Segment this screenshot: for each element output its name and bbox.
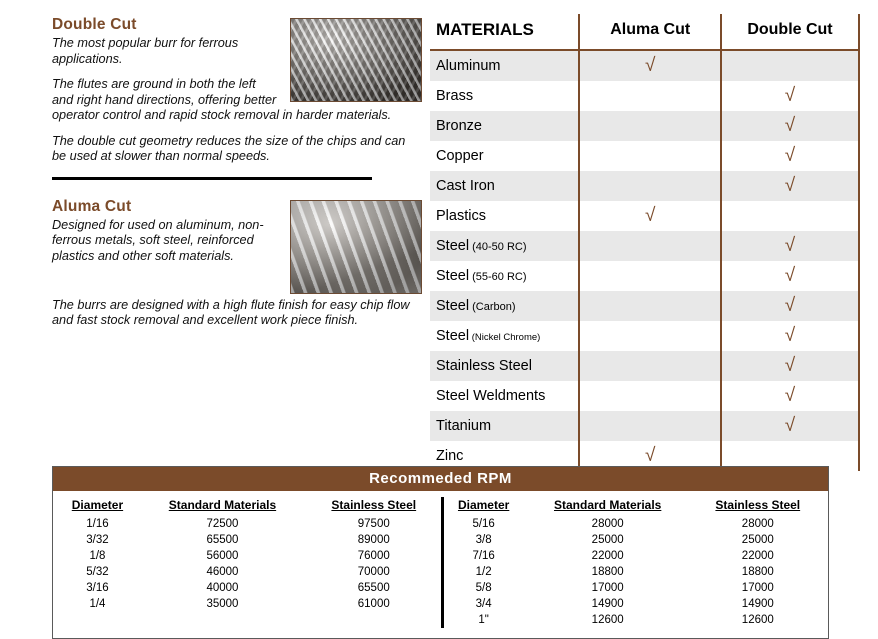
double-cut-check-cell: √ <box>721 141 859 171</box>
rpm-standard-cell: 14900 <box>591 598 624 610</box>
table-row <box>430 411 859 441</box>
rpm-stainless-cell: 25000 <box>741 534 774 546</box>
rpm-stainless-cell: 22000 <box>741 550 774 562</box>
material-name-cell: Steel Weldments <box>436 388 546 404</box>
double-cut-check-cell: √ <box>721 171 859 201</box>
table-row <box>430 201 859 231</box>
rpm-body <box>53 491 828 638</box>
aluma-cut-check-cell: √ <box>579 441 721 471</box>
rpm-standard-cell: 46000 <box>206 566 239 578</box>
rpm-table-left <box>57 497 441 612</box>
rpm-row <box>57 516 441 532</box>
double-cut-paragraph-2: The flutes are ground in both the left and right hand directions, offering better operator control and rapid stock removal in harder materials. <box>52 77 392 122</box>
aluma-cut-check-cell: √ <box>579 201 721 231</box>
table-row <box>430 321 859 351</box>
rpm-col-diameter-right: Diameter <box>457 498 510 512</box>
rpm-standard-cell: 40000 <box>206 582 239 594</box>
rpm-diameter-cell: 1/2 <box>475 566 492 578</box>
material-name-cell: Titanium <box>436 418 492 434</box>
double-cut-section <box>52 16 422 165</box>
rpm-diameter-cell: 5/16 <box>472 518 495 530</box>
material-name-cell: Brass <box>436 88 474 104</box>
double-cut-check-cell <box>721 201 859 231</box>
double-cut-check-cell: √ <box>721 81 859 111</box>
rpm-row <box>57 548 441 564</box>
material-name-cell: Zinc <box>436 448 464 464</box>
aluma-cut-burr-photo <box>290 200 422 294</box>
rpm-standard-cell: 22000 <box>591 550 624 562</box>
section-divider <box>52 177 372 180</box>
rpm-standard-cell: 25000 <box>591 534 624 546</box>
table-row <box>430 111 859 141</box>
material-name-cell: Aluminum <box>436 58 501 74</box>
rpm-title: Recommeded RPM <box>53 467 828 491</box>
rpm-diameter-cell: 3/4 <box>475 598 492 610</box>
rpm-header-row-right <box>444 497 825 516</box>
rpm-left-half <box>57 497 441 628</box>
rpm-diameter-cell: 5/8 <box>475 582 492 594</box>
material-name-cell: Plastics <box>436 208 486 224</box>
aluma-cut-check-cell <box>579 261 721 291</box>
rpm-row <box>444 564 825 580</box>
material-grade-note: (55-60 RC) <box>469 271 527 283</box>
aluma-cut-paragraph-1: Designed for used on aluminum, non-ferrous metals, soft steel, reinforced plastics and other soft materials. <box>52 217 264 263</box>
aluma-cut-check-cell <box>579 411 721 441</box>
double-cut-paragraph-3: The double cut geometry reduces the size of the chips and can be used at slower than normal speeds. <box>52 133 406 163</box>
rpm-col-diameter-left: Diameter <box>71 498 124 512</box>
rpm-col-standard-right: Standard Materials <box>553 498 662 512</box>
double-cut-check-cell <box>721 50 859 81</box>
double-cut-check-cell: √ <box>721 111 859 141</box>
table-row <box>430 291 859 321</box>
rpm-stainless-cell: 76000 <box>357 550 390 562</box>
double-cut-check-cell: √ <box>721 321 859 351</box>
materials-table-body <box>430 50 859 471</box>
rpm-diameter-cell: 1/16 <box>86 518 109 530</box>
aluma-cut-check-cell <box>579 141 721 171</box>
aluma-cut-check-cell <box>579 381 721 411</box>
rpm-row <box>444 612 825 628</box>
rpm-row <box>57 596 441 612</box>
rpm-diameter-cell: 1/4 <box>89 598 106 610</box>
aluma-cut-check-cell <box>579 81 721 111</box>
rpm-right-body <box>444 516 825 628</box>
aluma-cut-title: Aluma Cut <box>52 197 132 215</box>
rpm-standard-cell: 35000 <box>206 598 239 610</box>
double-cut-title: Double Cut <box>52 16 137 33</box>
rpm-stainless-cell: 89000 <box>357 534 390 546</box>
table-row <box>430 231 859 261</box>
rpm-diameter-cell: 5/32 <box>86 566 109 578</box>
aluma-cut-paragraph-2: The burrs are designed with a high flute finish for easy chip flow and fast stock removal and excellent work piece finish. <box>52 297 410 327</box>
material-name-cell: Bronze <box>436 118 482 134</box>
rpm-row <box>444 532 825 548</box>
rpm-standard-cell: 28000 <box>591 518 624 530</box>
rpm-col-stainless-right: Stainless Steel <box>715 498 801 512</box>
rpm-header-row-left <box>57 497 441 516</box>
material-name-cell: Steel (55-60 RC) <box>436 268 527 284</box>
table-row <box>430 81 859 111</box>
rpm-standard-cell: 18800 <box>591 566 624 578</box>
double-cut-check-cell: √ <box>721 351 859 381</box>
rpm-stainless-cell: 18800 <box>741 566 774 578</box>
rpm-stainless-cell: 65500 <box>357 582 390 594</box>
rpm-stainless-cell: 17000 <box>741 582 774 594</box>
material-name-cell: Steel (Carbon) <box>436 298 516 314</box>
column-header-materials: MATERIALS <box>436 20 534 39</box>
aluma-cut-check-cell <box>579 321 721 351</box>
rpm-stainless-cell: 28000 <box>741 518 774 530</box>
rpm-diameter-cell: 1" <box>478 614 489 626</box>
rpm-col-standard-left: Standard Materials <box>168 498 277 512</box>
table-row <box>430 141 859 171</box>
table-row <box>430 381 859 411</box>
material-name-cell: Stainless Steel <box>436 358 532 374</box>
table-row <box>430 50 859 81</box>
rpm-row <box>444 516 825 532</box>
table-row <box>430 261 859 291</box>
materials-table <box>430 14 860 471</box>
material-grade-note: (Nickel Chrome) <box>469 332 541 343</box>
column-header-aluma-cut: Aluma Cut <box>579 14 721 50</box>
material-name-cell: Steel (Nickel Chrome) <box>436 328 541 344</box>
table-row <box>430 351 859 381</box>
aluma-cut-check-cell <box>579 231 721 261</box>
rpm-diameter-cell: 1/8 <box>89 550 106 562</box>
table-header-row <box>430 14 859 50</box>
material-grade-note: (Carbon) <box>469 301 516 313</box>
material-grade-note: (40-50 RC) <box>469 241 527 253</box>
materials-table-header <box>430 14 859 50</box>
rpm-standard-cell: 17000 <box>591 582 624 594</box>
aluma-cut-check-cell <box>579 111 721 141</box>
material-name-cell: Cast Iron <box>436 178 495 194</box>
rpm-diameter-cell: 3/16 <box>86 582 109 594</box>
double-cut-check-cell: √ <box>721 231 859 261</box>
aluma-cut-check-cell: √ <box>579 50 721 81</box>
rpm-row <box>57 564 441 580</box>
rpm-diameter-cell: 7/16 <box>472 550 495 562</box>
rpm-row <box>444 548 825 564</box>
double-cut-check-cell: √ <box>721 291 859 321</box>
rpm-stainless-cell: 97500 <box>357 518 390 530</box>
aluma-cut-check-cell <box>579 171 721 201</box>
aluma-cut-check-cell <box>579 291 721 321</box>
rpm-standard-cell: 12600 <box>591 614 624 626</box>
aluma-cut-section <box>52 198 422 329</box>
double-cut-check-cell: √ <box>721 381 859 411</box>
rpm-stainless-cell: 70000 <box>357 566 390 578</box>
recommended-rpm-block <box>52 466 829 639</box>
rpm-stainless-cell: 61000 <box>357 598 390 610</box>
material-name-cell: Steel (40-50 RC) <box>436 238 527 254</box>
rpm-row <box>444 580 825 596</box>
double-cut-burr-photo <box>290 18 422 102</box>
rpm-row <box>57 532 441 548</box>
double-cut-paragraph-1: The most popular burr for ferrous applications. <box>52 36 239 66</box>
rpm-col-stainless-left: Stainless Steel <box>331 498 417 512</box>
column-header-double-cut: Double Cut <box>721 14 859 50</box>
rpm-diameter-cell: 3/8 <box>475 534 492 546</box>
double-cut-check-cell: √ <box>721 261 859 291</box>
table-row <box>430 171 859 201</box>
info-column <box>52 16 422 339</box>
rpm-stainless-cell: 14900 <box>741 598 774 610</box>
rpm-diameter-cell: 3/32 <box>86 534 109 546</box>
rpm-left-body <box>57 516 441 612</box>
rpm-row <box>444 596 825 612</box>
aluma-cut-check-cell <box>579 351 721 381</box>
rpm-stainless-cell: 12600 <box>741 614 774 626</box>
rpm-standard-cell: 72500 <box>206 518 239 530</box>
material-name-cell: Copper <box>436 148 484 164</box>
double-cut-check-cell: √ <box>721 411 859 441</box>
rpm-standard-cell: 65500 <box>206 534 239 546</box>
rpm-row <box>57 580 441 596</box>
rpm-right-half <box>441 497 825 628</box>
rpm-table-right <box>444 497 825 628</box>
rpm-standard-cell: 56000 <box>206 550 239 562</box>
